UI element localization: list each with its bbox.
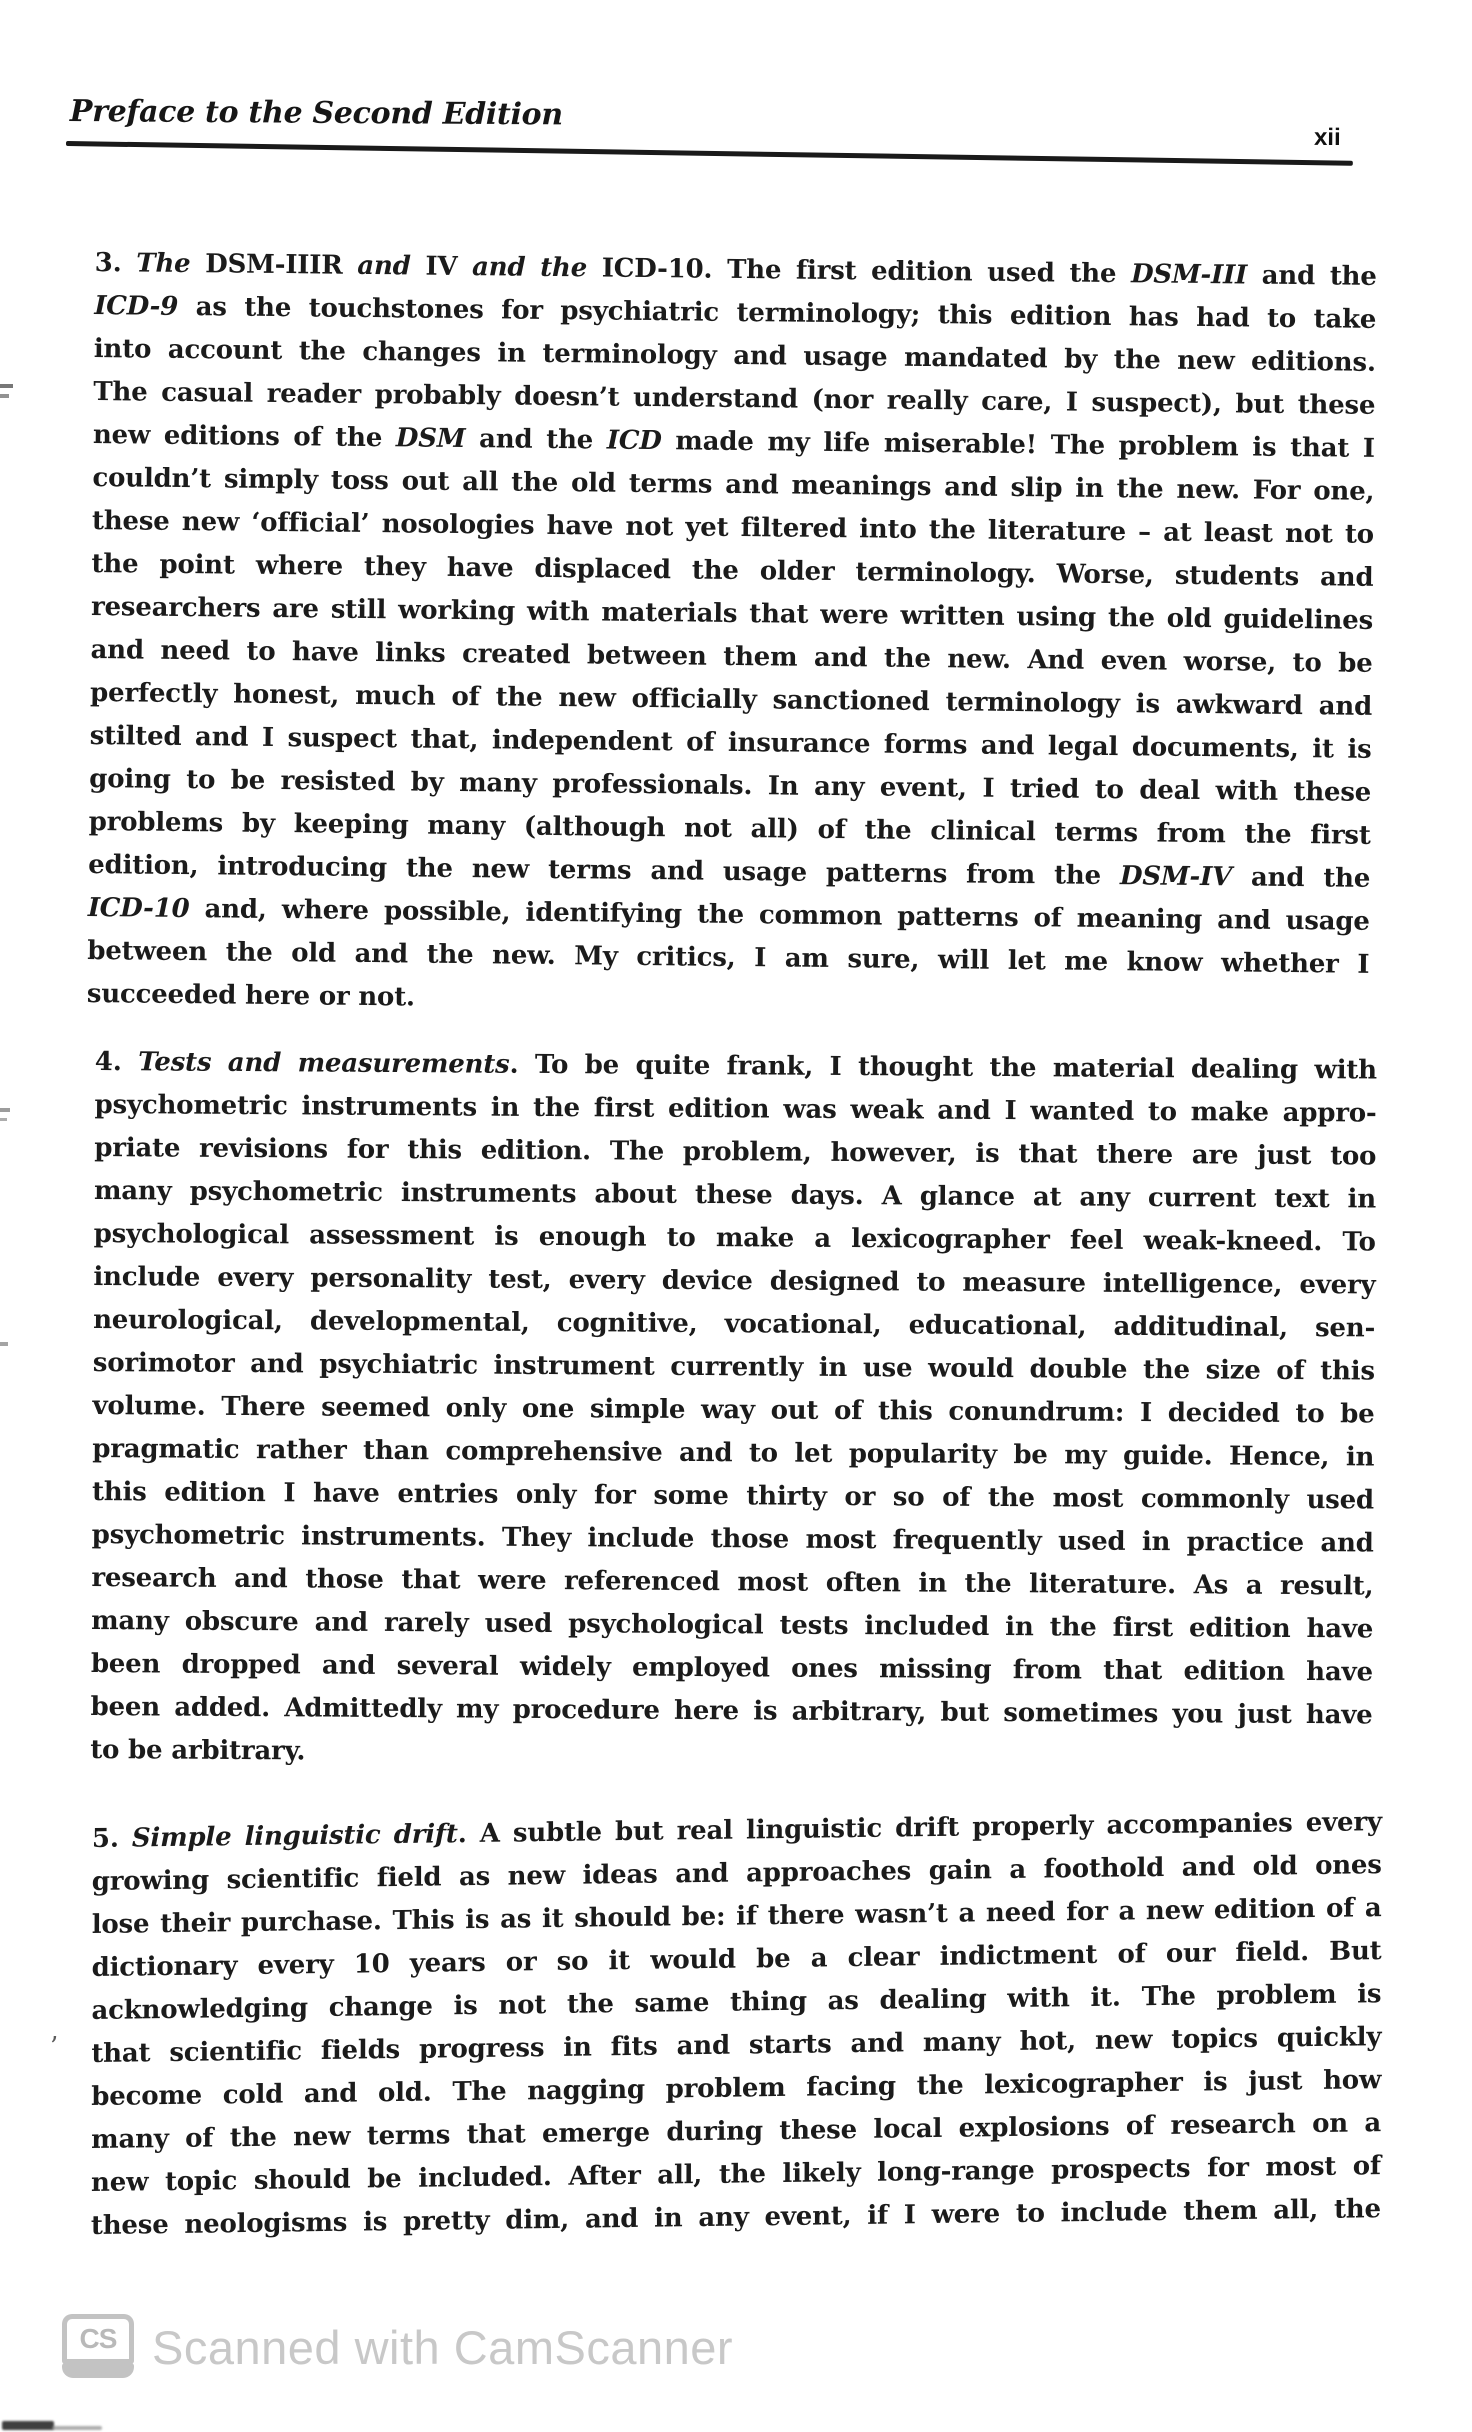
camscanner-logo-letters: CS xyxy=(62,2314,134,2364)
paragraph-4 xyxy=(90,1041,1377,1780)
text-line: become cold and old. The nagging problem facing the lexicographer is just how xyxy=(91,2065,1382,2113)
text-line: neurological, developmental, cognitive, vocational, educational, additudinal, sen- xyxy=(93,1304,1376,1344)
text-line: pragmatic rather than comprehensive and to let popularity be my guide. Hence, in xyxy=(92,1433,1375,1473)
text-line: and need to have links created between them and the new. And even worse, to be xyxy=(90,634,1373,679)
paragraph-5 xyxy=(91,1801,1382,2248)
text-line: these neologisms is pretty dim, and in any event, if I were to include them all, the xyxy=(90,2194,1381,2242)
text-line: research and those that were referenced most often in the literature. As a result, xyxy=(91,1562,1374,1602)
text-line: ICD-9 as the touchstones for psychiatric terminology; this edition has had to take xyxy=(94,290,1377,335)
text-line: priate revisions for this edition. The problem, however, is that there are just too xyxy=(94,1132,1377,1172)
camscanner-watermark xyxy=(0,2308,1472,2398)
text-line: new topic should be included. After all, the likely long-range prospects for most of xyxy=(91,2151,1381,2199)
header-rule xyxy=(66,141,1353,166)
text-line: acknowledging change is not the same thing as dealing with it. The problem is xyxy=(91,1979,1382,2027)
text-line: the point where they have displaced the older terminology. Worse, students and xyxy=(91,548,1374,593)
scan-artifact xyxy=(0,1118,7,1121)
text-line: psychometric instruments in the first edition was weak and I wanted to make appro- xyxy=(94,1089,1377,1129)
camscanner-logo-icon xyxy=(62,2314,134,2378)
text-line: The casual reader probably doesn’t understand (nor really care, I suspect), but these xyxy=(93,376,1376,421)
page-number: xii xyxy=(1313,123,1341,152)
text-line: 5. Simple linguistic drift. A subtle but real linguistic drift properly accompanies every xyxy=(91,1807,1382,1855)
text-line: perfectly honest, much of the new officially sanctioned terminology is awkward and xyxy=(89,677,1373,722)
text-line: going to be resisted by many professionals. In any event, I tried to deal with these xyxy=(89,763,1372,808)
text-line: been added. Admittedly my procedure here is arbitrary, but sometimes you just have xyxy=(90,1691,1373,1731)
text-line: stilted and I suspect that, independent of insurance forms and legal documents, it is xyxy=(89,720,1372,765)
text-line: growing scientific field as new ideas and approaches gain a foothold and old ones xyxy=(91,1850,1382,1898)
text-line: this edition I have entries only for some thirty or so of the most commonly used xyxy=(91,1476,1375,1516)
text-line: ICD-10 and, where possible, identifying the common patterns of meaning and usage xyxy=(87,892,1370,937)
text-line: many obscure and rarely used psychological tests included in the first edition have xyxy=(91,1605,1374,1645)
scan-artifact: ’ xyxy=(50,2032,59,2062)
text-line: edition, introducing the new terms and usage patterns from the DSM-IV and the xyxy=(88,849,1371,894)
scan-artifact xyxy=(52,2426,102,2430)
text-line: problems by keeping many (although not all) of the clinical terms from the first xyxy=(88,806,1371,851)
page-title: Preface to the Second Edition xyxy=(69,94,563,133)
text-line: psychometric instruments. They include those most frequently used in practice and xyxy=(91,1519,1374,1559)
text-line: sorimotor and psychiatric instrument currently in use would double the size of this xyxy=(92,1347,1375,1387)
text-line: dictionary every 10 years or so it would be a clear indictment of our field. But xyxy=(91,1936,1382,1984)
text-line: many of the new terms that emerge during these local explosions of research on a xyxy=(91,2108,1382,2156)
text-line: 3. The DSM-IIIR and IV and the ICD-10. The first edition used the DSM-III and the xyxy=(94,247,1377,292)
text-line: succeeded here or not. xyxy=(86,978,415,1013)
text-line: into account the changes in terminology and usage mandated by the new editions. xyxy=(93,333,1376,378)
watermark-text: Scanned with CamScanner xyxy=(152,2321,734,2374)
paragraph-3 xyxy=(87,242,1377,1030)
text-line: psychological assessment is enough to make a lexicographer feel weak-kneed. To xyxy=(93,1218,1376,1258)
scan-artifact xyxy=(0,384,13,388)
text-line: 4. Tests and measurements. To be quite frank, I thought the material dealing with xyxy=(94,1046,1377,1086)
text-line: volume. There seemed only one simple way out of this conundrum: I decided to be xyxy=(92,1390,1375,1430)
text-line: researchers are still working with materials that were written using the old guidelines xyxy=(90,591,1374,636)
scan-artifact xyxy=(2,2421,54,2430)
scan-artifact xyxy=(0,1342,8,1346)
camscanner-logo-base xyxy=(62,2363,134,2378)
text-line: many psychometric instruments about these days. A glance at any current text in xyxy=(93,1175,1377,1215)
text-line: new editions of the DSM and the ICD made my life miserable! The problem is that I xyxy=(92,419,1375,464)
text-line: to be arbitrary. xyxy=(90,1734,306,1767)
text-line: between the old and the new. My critics, I am sure, will let me know whether I xyxy=(87,935,1370,980)
text-line: that scientific fields progress in fits and starts and many hot, new topics quickly xyxy=(91,2022,1382,2070)
scan-artifact xyxy=(0,1108,10,1112)
scan-artifact xyxy=(0,394,9,398)
text-line: couldn’t simply toss out all the old terms and meanings and slip in the new. For one, xyxy=(92,462,1375,507)
text-line: lose their purchase. This is as it should be: if there wasn’t a need for a new edition of a xyxy=(91,1893,1382,1941)
text-line: been dropped and several widely employed ones missing from that edition have xyxy=(90,1648,1373,1688)
text-line: these new ‘official’ nosologies have not yet filtered into the literature – at least not to xyxy=(91,505,1375,550)
text-line: include every personality test, every device designed to measure intelligence, every xyxy=(93,1261,1376,1301)
